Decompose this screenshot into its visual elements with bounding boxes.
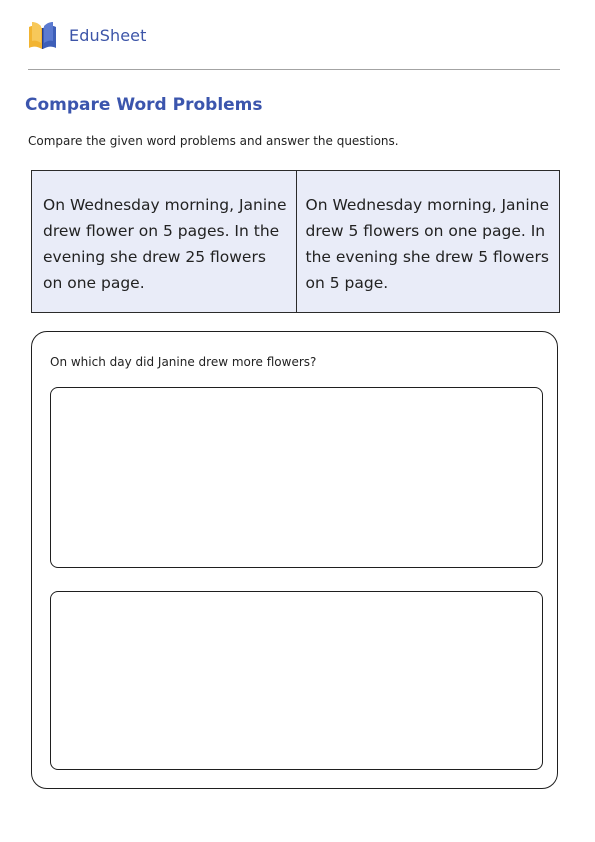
open-book-icon [27, 21, 58, 50]
answer-box-2[interactable] [50, 591, 543, 770]
page-title: Compare Word Problems [25, 95, 263, 115]
answer-box-1[interactable] [50, 387, 543, 568]
brand-name: EduSheet [69, 26, 147, 45]
comparison-table [31, 170, 560, 313]
word-problem-left: On Wednesday morning, Janine drew flower on 5 pages. In the evening she drew 25 flowers on one page. [43, 196, 287, 292]
brand-header [27, 21, 146, 50]
question-card [31, 331, 558, 789]
word-problem-right: On Wednesday morning, Janine drew 5 flowers on one page. In the evening she drew 5 flowers on 5 page. [296, 171, 560, 312]
instructions-text: Compare the given word problems and answer the questions. [28, 134, 399, 148]
question-text: On which day did Janine drew more flowers? [50, 355, 317, 369]
header-divider [28, 69, 560, 70]
